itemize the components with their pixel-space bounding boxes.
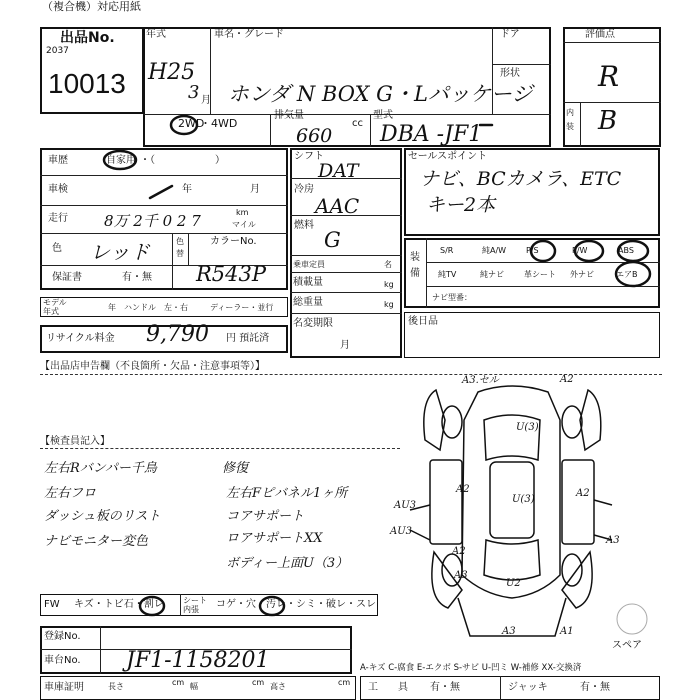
inspection-year-unit: 年 bbox=[182, 184, 192, 195]
inspector-note-right: ロアサポートXX bbox=[226, 531, 323, 546]
damage-legend: A-キズ C-腐食 E-エクボ S-サビ U-凹ミ W-補修 XX-交換済 bbox=[360, 663, 582, 673]
height-label: 高さ bbox=[270, 682, 286, 691]
seat-label: シート内張 bbox=[183, 596, 207, 614]
damage-mark: A3 bbox=[502, 626, 516, 637]
length-unit: cm bbox=[172, 678, 185, 687]
damage-mark: U(3) bbox=[512, 494, 535, 505]
name-change-unit: 月 bbox=[340, 340, 350, 351]
equipment-item-3: P/S bbox=[526, 246, 539, 255]
history-value: 自家用 bbox=[106, 155, 136, 166]
inspector-note-right: 修復 bbox=[222, 461, 249, 476]
model-year-unit: 年 bbox=[108, 303, 116, 312]
model-type-value: DBA -JF1 bbox=[380, 122, 483, 147]
late-date-label: 後日品 bbox=[408, 316, 438, 327]
inspector-note-left: ダッシュ板のリスト bbox=[44, 509, 161, 524]
fuel-label: 燃料 bbox=[294, 220, 314, 231]
year-label: 年式 bbox=[146, 29, 166, 40]
equipment-item-2: 純A/W bbox=[482, 246, 507, 255]
sales-point-line1: ナビ、BCカメラ、ETC bbox=[420, 168, 622, 190]
handle-options: ハンドル 左・右 bbox=[124, 303, 188, 312]
equipment-item-8: 革シート bbox=[524, 270, 556, 279]
width-unit: cm bbox=[252, 678, 265, 687]
dealer-options: ディーラー・並行 bbox=[210, 303, 274, 312]
history-rest: ・（ ） bbox=[140, 155, 225, 166]
history-label: 車歴 bbox=[48, 155, 68, 166]
model-year-label1: モデル bbox=[43, 298, 67, 307]
inspector-note-left: 左右Rバンパー千鳥 bbox=[44, 461, 157, 476]
damage-mark: A2 bbox=[456, 484, 470, 495]
width-label: 幅 bbox=[190, 682, 198, 691]
mileage-value: 8万 2千 0 2 7 bbox=[104, 212, 201, 230]
name-change-label: 名変期限 bbox=[293, 318, 333, 329]
lot-number: 10013 bbox=[48, 68, 126, 99]
lot-small-code: 2037 bbox=[46, 46, 69, 56]
damage-mark: AU3 bbox=[390, 526, 413, 537]
color-no-value: R543P bbox=[196, 262, 267, 286]
inspector-note-left: 左右フロ bbox=[44, 486, 97, 501]
equipment-item-7: 純ナビ bbox=[480, 270, 504, 279]
shift-value: DAT bbox=[318, 160, 359, 182]
drive-2wd: 2WD bbox=[178, 117, 205, 130]
damage-mark: A3 bbox=[454, 570, 468, 581]
length-label: 長さ bbox=[108, 682, 124, 691]
model-year-label2: 年式 bbox=[43, 307, 59, 316]
inspector-header: 【検査員記入】 bbox=[40, 436, 110, 447]
damage-mark: AU3 bbox=[394, 500, 417, 511]
inspector-note-left: ナビモニター変色 bbox=[44, 534, 149, 549]
car-name-label: 車名・グレード bbox=[214, 29, 284, 40]
ac-label: 冷房 bbox=[294, 184, 314, 195]
car-name-value: ホンダ N BOX G・Lパッケージ bbox=[228, 82, 533, 106]
damage-mark: A2 bbox=[452, 546, 466, 557]
damage-mark: A3 bbox=[606, 535, 620, 546]
equipment-item-10: エアB bbox=[616, 270, 638, 279]
equipment-item-1: S/R bbox=[440, 246, 454, 255]
jack-label: ジャッキ bbox=[508, 682, 548, 693]
mileage-km: km bbox=[236, 208, 249, 217]
warranty-options: 有・無 bbox=[122, 272, 152, 283]
color-value: レッド bbox=[90, 240, 150, 264]
warranty-label: 保証書 bbox=[52, 272, 82, 283]
navi-model-label: ナビ型番： bbox=[432, 293, 472, 302]
year-month-unit: 月 bbox=[201, 95, 211, 106]
inspection-month-unit: 月 bbox=[250, 184, 260, 195]
mileage-label: 走行 bbox=[48, 213, 68, 224]
tools-options: 有・無 bbox=[430, 682, 460, 693]
displacement-unit: cc bbox=[352, 118, 363, 129]
displacement-value: 660 bbox=[296, 125, 333, 147]
rating-score: R bbox=[598, 60, 620, 93]
load-label: 積載量 bbox=[293, 277, 323, 288]
year-era: H25 bbox=[148, 60, 196, 85]
color-label: 色 bbox=[52, 243, 62, 254]
drive-4wd: ・4WD bbox=[200, 117, 238, 130]
color-change-label: 色替 bbox=[176, 237, 184, 258]
damage-mark: U2 bbox=[506, 578, 521, 589]
inspector-note-right: ボディー上面U（3） bbox=[226, 556, 349, 571]
fuel-value: G bbox=[324, 228, 341, 252]
spare-label: スペア bbox=[612, 640, 642, 651]
fw-label: FW bbox=[44, 599, 60, 610]
shape-label: 形状 bbox=[500, 68, 520, 79]
footer-row bbox=[40, 676, 356, 700]
damage-mark: A1 bbox=[560, 626, 574, 637]
cert-label: 車庫証明 bbox=[44, 682, 84, 693]
door-label: ドア bbox=[500, 29, 520, 40]
equipment-item-4: P/W bbox=[572, 246, 588, 255]
interior-label: 内装 bbox=[566, 108, 574, 131]
chassis-value: JF1-1158201 bbox=[126, 648, 270, 673]
equipment-item-9: 外ナビ bbox=[570, 270, 594, 279]
recycle-unit: 円 預託済 bbox=[226, 333, 270, 344]
capacity-unit: 名 bbox=[384, 260, 392, 269]
inspection-label: 車検 bbox=[48, 184, 68, 195]
notes-header: 【出品店申告欄（不良箇所・欠品・注意事項等）】 bbox=[40, 361, 265, 372]
lot-label: 出品No. bbox=[60, 30, 115, 46]
seat-items: コゲ・穴・汚レ・シミ・破レ・スレ bbox=[216, 599, 376, 610]
year-month: 3 bbox=[188, 82, 200, 103]
mileage-mile: マイル bbox=[232, 220, 256, 229]
damage-mark: A2 bbox=[576, 488, 590, 499]
rating-label: 評価点 bbox=[585, 29, 615, 40]
damage-mark: U(3) bbox=[516, 422, 539, 433]
interior-score: B bbox=[598, 106, 618, 136]
fw-items: キズ・トビ石・割レ bbox=[74, 599, 164, 610]
color-no-label: カラーNo. bbox=[210, 236, 257, 247]
inspector-note-right: コアサポート bbox=[226, 509, 305, 524]
model-type-label: 型式 bbox=[373, 110, 393, 121]
tools-label: 工 具 bbox=[368, 682, 408, 693]
chassis-label: 車台No. bbox=[44, 655, 81, 666]
sales-point-label: セールスポイント bbox=[408, 151, 488, 162]
capacity-label: 乗車定員 bbox=[293, 260, 325, 269]
ac-value: AAC bbox=[315, 194, 360, 218]
registration-label: 登録No. bbox=[44, 631, 81, 642]
inspector-note-right: 左右Fピバネル1ヶ所 bbox=[226, 486, 348, 501]
displacement-label: 排気量 bbox=[274, 110, 304, 121]
form-title: （複合機）対応用紙 bbox=[42, 0, 141, 13]
load-unit: kg bbox=[384, 280, 394, 289]
jack-options: 有・無 bbox=[580, 682, 610, 693]
gross-unit: kg bbox=[384, 300, 394, 309]
equipment-item-6: 純TV bbox=[438, 270, 457, 279]
equipment-item-5: ABS bbox=[618, 246, 634, 255]
sales-point-line2: キー2本 bbox=[426, 194, 496, 216]
height-unit: cm bbox=[338, 678, 351, 687]
equipment-label: 装備 bbox=[410, 252, 420, 279]
recycle-label: リサイクル料金 bbox=[46, 333, 115, 344]
damage-mark: A2 bbox=[560, 374, 574, 385]
shift-label: シフト bbox=[294, 151, 324, 162]
damage-mark: A3.セル bbox=[462, 375, 499, 386]
gross-label: 総重量 bbox=[293, 297, 323, 308]
recycle-value: 9,790 bbox=[146, 322, 209, 347]
